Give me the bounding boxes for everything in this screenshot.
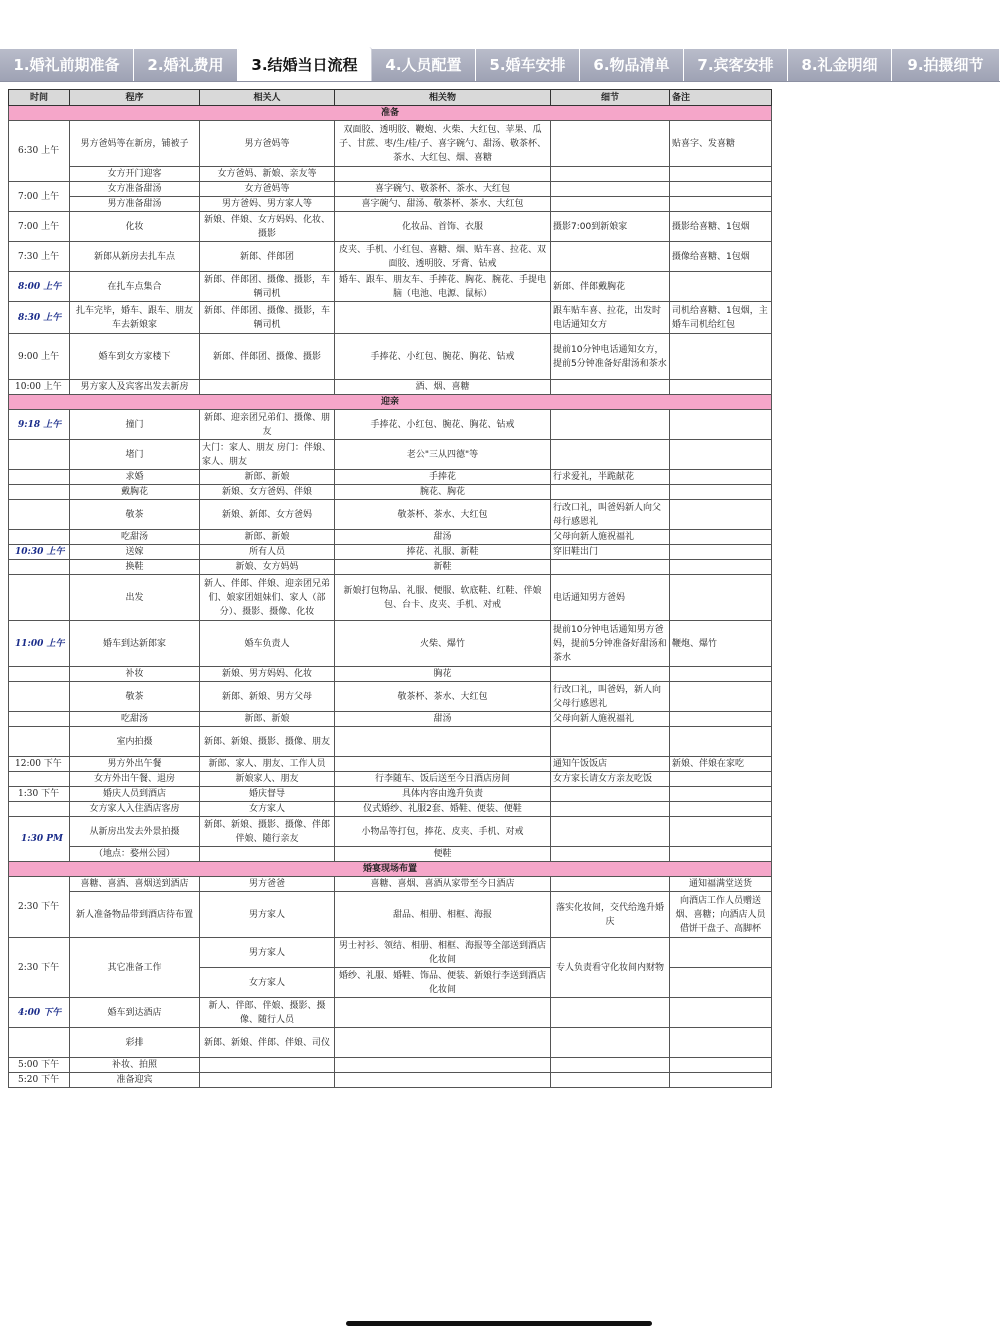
step-cell[interactable]: 撞门	[70, 410, 200, 440]
table-row	[9, 530, 772, 545]
people-cell[interactable]: 新郎、新娘、摄影、摄像、伴郎伴娘、随行亲友	[200, 817, 335, 847]
items-cell[interactable]: 小物品等打包，捧花、皮夹、手机、对戒	[335, 817, 551, 847]
time-cell[interactable]: 9:00 上午	[9, 334, 70, 380]
people-cell[interactable]	[200, 1058, 335, 1073]
items-cell[interactable]: 手捧花、小红包、腕花、胸花、钻戒	[335, 410, 551, 440]
table-row	[9, 757, 772, 772]
detail-cell[interactable]: 父母向新人施祝福礼	[551, 530, 670, 545]
items-cell[interactable]	[335, 167, 551, 182]
note-cell[interactable]	[670, 727, 772, 757]
schedule-table	[8, 89, 772, 1088]
note-cell[interactable]	[670, 500, 772, 530]
note-cell[interactable]	[670, 817, 772, 847]
people-cell[interactable]: 新娘、新郎、女方爸妈	[200, 500, 335, 530]
step-cell[interactable]: 敬茶	[70, 682, 200, 712]
step-cell[interactable]: 准备迎宾	[70, 1073, 200, 1088]
detail-cell[interactable]	[551, 787, 670, 802]
note-cell[interactable]	[670, 485, 772, 500]
column-header[interactable]: 备注	[670, 90, 772, 106]
tab-wedding-car[interactable]: 5.婚车安排	[476, 49, 580, 81]
section-row	[9, 395, 772, 410]
people-cell[interactable]: 新郎、新娘、摄影、摄像、朋友	[200, 727, 335, 757]
time-cell[interactable]	[9, 530, 70, 545]
items-cell[interactable]: 甜汤	[335, 712, 551, 727]
table-row	[9, 712, 772, 727]
people-cell[interactable]: 女方爸妈、新娘、亲友等	[200, 167, 335, 182]
note-cell[interactable]	[670, 802, 772, 817]
detail-cell[interactable]	[551, 167, 670, 182]
table-row	[9, 682, 772, 712]
detail-cell[interactable]	[551, 1073, 670, 1088]
time-cell[interactable]: 6:30 上午	[9, 121, 70, 182]
people-cell[interactable]: 新郎、新娘	[200, 470, 335, 485]
people-cell[interactable]: 新郎、伴郎团、摄像、摄影，车辆司机	[200, 272, 335, 302]
note-cell[interactable]: 摄像给喜糖、1包烟	[670, 242, 772, 272]
step-cell[interactable]: 女方开门迎客	[70, 167, 200, 182]
note-cell[interactable]	[670, 440, 772, 470]
step-cell[interactable]: 新郎从新房去扎车点	[70, 242, 200, 272]
items-cell[interactable]: 胸花	[335, 667, 551, 682]
time-cell[interactable]: 5:00 下午	[9, 1058, 70, 1073]
time-cell[interactable]: 8:30 上午	[9, 302, 70, 334]
detail-cell[interactable]: 电话通知男方爸妈	[551, 575, 670, 621]
people-cell[interactable]: 新娘、女方妈妈	[200, 560, 335, 575]
step-cell[interactable]: 扎车完毕，婚车、跟车、朋友车去新娘家	[70, 302, 200, 334]
items-cell[interactable]	[335, 1073, 551, 1088]
detail-cell[interactable]: 父母向新人施祝福礼	[551, 712, 670, 727]
column-header[interactable]: 相关物	[335, 90, 551, 106]
section-row	[9, 106, 772, 121]
detail-cell[interactable]: 专人负责看守化妆间内财物	[551, 938, 670, 998]
time-cell[interactable]: 10:30 上午	[9, 545, 70, 560]
people-cell[interactable]: 新郎、迎亲团兄弟们、摄像、朋友	[200, 410, 335, 440]
people-cell[interactable]: 新人、伴郎、伴娘、迎亲团兄弟们、娘家团姐妹们、家人（部分）、摄影、摄像、化妆	[200, 575, 335, 621]
people-cell[interactable]: 男方爸妈、男方家人等	[200, 197, 335, 212]
note-cell[interactable]	[670, 772, 772, 787]
detail-cell[interactable]	[551, 440, 670, 470]
table-row	[9, 877, 772, 892]
people-cell[interactable]: 新郎、伴郎团、摄像、摄影，车辆司机	[200, 302, 335, 334]
items-cell[interactable]: 双面胶、透明胶、鞭炮、火柴、大红包、苹果、瓜子、甘蔗、枣/生/桂/子、喜字碗勺、甜汤、敬茶杯、茶水、大红包、烟、喜糖	[335, 121, 551, 167]
step-cell[interactable]: 女方家人入住酒店客房	[70, 802, 200, 817]
items-cell[interactable]: 腕花、胸花	[335, 485, 551, 500]
people-cell[interactable]: 女方家人	[200, 968, 335, 998]
items-cell[interactable]: 喜字碗勺、甜汤、敬茶杯、茶水、大红包	[335, 197, 551, 212]
note-cell[interactable]	[670, 560, 772, 575]
detail-cell[interactable]	[551, 182, 670, 197]
note-cell[interactable]: 通知福满堂送货	[670, 877, 772, 892]
people-cell[interactable]: 婚庆督导	[200, 787, 335, 802]
people-cell[interactable]: 大门：家人、朋友 房门：伴娘、家人、朋友	[200, 440, 335, 470]
note-cell[interactable]	[670, 968, 772, 998]
table-row	[9, 892, 772, 938]
table-row	[9, 121, 772, 167]
step-cell[interactable]: 男方外出午餐	[70, 757, 200, 772]
step-cell[interactable]: 吃甜汤	[70, 530, 200, 545]
note-cell[interactable]	[670, 1028, 772, 1058]
note-cell[interactable]	[670, 182, 772, 197]
detail-cell[interactable]	[551, 242, 670, 272]
items-cell[interactable]: 火柴、爆竹	[335, 621, 551, 667]
people-cell[interactable]: 新人、伴郎、伴娘、摄影、摄像、随行人员	[200, 998, 335, 1028]
detail-cell[interactable]	[551, 197, 670, 212]
section-title-pickup[interactable]: 迎亲	[9, 395, 772, 410]
table-row	[9, 197, 772, 212]
table-row	[9, 440, 772, 470]
tab-wedding-costs[interactable]: 2.婚礼费用	[134, 49, 238, 81]
table-row	[9, 1028, 772, 1058]
items-cell[interactable]: 手捧花、小红包、腕花、胸花、钻戒	[335, 334, 551, 380]
step-cell[interactable]: 送嫁	[70, 545, 200, 560]
items-cell[interactable]: 化妆品、首饰、衣服	[335, 212, 551, 242]
time-cell[interactable]	[9, 712, 70, 727]
time-cell[interactable]	[9, 440, 70, 470]
step-cell[interactable]: 其它准备工作	[70, 938, 200, 998]
people-cell[interactable]	[200, 1073, 335, 1088]
note-cell[interactable]: 新娘、伴娘在家吃	[670, 757, 772, 772]
time-cell[interactable]: 7:00 上午	[9, 212, 70, 242]
step-cell[interactable]: 吃甜汤	[70, 712, 200, 727]
people-cell[interactable]: 所有人员	[200, 545, 335, 560]
time-cell[interactable]	[9, 682, 70, 712]
note-cell[interactable]	[670, 470, 772, 485]
detail-cell[interactable]: 行求爱礼，半跪献花	[551, 470, 670, 485]
table-row	[9, 212, 772, 242]
time-cell[interactable]	[9, 802, 70, 817]
step-cell[interactable]: 男方爸妈等在新房，铺被子	[70, 121, 200, 167]
time-cell[interactable]	[9, 727, 70, 757]
header-row	[9, 90, 772, 106]
items-cell[interactable]: 手捧花	[335, 470, 551, 485]
step-cell[interactable]: 在扎车点集合	[70, 272, 200, 302]
note-cell[interactable]	[670, 1058, 772, 1073]
step-cell[interactable]: 补妆、拍照	[70, 1058, 200, 1073]
people-cell[interactable]: 新郎、伴郎团	[200, 242, 335, 272]
table-row	[9, 545, 772, 560]
items-cell[interactable]: 喜糖、喜烟、喜酒从家带至今日酒店	[335, 877, 551, 892]
column-header[interactable]: 程序	[70, 90, 200, 106]
time-cell[interactable]: 2:30 下午	[9, 877, 70, 938]
items-cell[interactable]: 皮夹、手机、小红包、喜糖、烟、贴车喜、拉花、双面胶、透明胶、牙膏、钻戒	[335, 242, 551, 272]
tab-wedding-preparation[interactable]: 1.婚礼前期准备	[0, 49, 134, 81]
time-cell[interactable]: 10:00 上午	[9, 380, 70, 395]
table-row	[9, 1058, 772, 1073]
items-cell[interactable]: 甜汤	[335, 530, 551, 545]
step-cell[interactable]: 男方准备甜汤	[70, 197, 200, 212]
items-cell[interactable]: 老公"三从四德"等	[335, 440, 551, 470]
detail-cell[interactable]	[551, 817, 670, 847]
detail-cell[interactable]	[551, 380, 670, 395]
tab-gift-money[interactable]: 8.礼金明细	[788, 49, 892, 81]
people-cell[interactable]: 新娘、女方爸妈、伴娘	[200, 485, 335, 500]
detail-cell[interactable]: 行改口礼，叫爸妈，新人向父母行感恩礼	[551, 682, 670, 712]
table-row	[9, 167, 772, 182]
section-row	[9, 862, 772, 877]
people-cell[interactable]: 新郎、家人、朋友、工作人员	[200, 757, 335, 772]
step-cell[interactable]: 从新房出发去外景拍摄	[70, 817, 200, 847]
step-cell[interactable]: 求婚	[70, 470, 200, 485]
table-row	[9, 182, 772, 197]
time-cell[interactable]	[9, 560, 70, 575]
table-row	[9, 787, 772, 802]
step-cell[interactable]: 男方家人及宾客出发去新房	[70, 380, 200, 395]
table-row	[9, 242, 772, 272]
table-row	[9, 938, 772, 968]
detail-cell[interactable]: 穿旧鞋出门	[551, 545, 670, 560]
detail-cell[interactable]	[551, 727, 670, 757]
items-cell[interactable]: 行李随车、饭后送至今日酒店房间	[335, 772, 551, 787]
people-cell[interactable]: 新郎、伴郎团、摄像、摄影	[200, 334, 335, 380]
time-cell[interactable]: 4:00 下午	[9, 998, 70, 1028]
detail-cell[interactable]	[551, 1058, 670, 1073]
detail-cell[interactable]	[551, 847, 670, 862]
column-header[interactable]: 时间	[9, 90, 70, 106]
step-cell[interactable]: 戴胸花	[70, 485, 200, 500]
note-cell[interactable]	[670, 167, 772, 182]
note-cell[interactable]	[670, 197, 772, 212]
table-row	[9, 560, 772, 575]
detail-cell[interactable]: 摄影7:00到新娘家	[551, 212, 670, 242]
time-cell[interactable]	[9, 1028, 70, 1058]
detail-cell[interactable]: 跟车贴车喜、拉花，出发时电话通知女方	[551, 302, 670, 334]
people-cell[interactable]: 男方爸爸	[200, 877, 335, 892]
table-row	[9, 485, 772, 500]
note-cell[interactable]	[670, 998, 772, 1028]
time-cell[interactable]: 1:30 下午	[9, 787, 70, 802]
note-cell[interactable]	[670, 380, 772, 395]
people-cell[interactable]: 男方家人	[200, 892, 335, 938]
items-cell[interactable]: 敬茶杯、茶水、大红包	[335, 500, 551, 530]
sheet-tab-bar	[0, 49, 1000, 82]
step-cell[interactable]: 婚车到女方家楼下	[70, 334, 200, 380]
items-cell[interactable]: 便鞋	[335, 847, 551, 862]
tab-guest-arrangement[interactable]: 7.宾客安排	[684, 49, 788, 81]
table-row	[9, 410, 772, 440]
note-cell[interactable]	[670, 530, 772, 545]
note-cell[interactable]	[670, 682, 772, 712]
items-cell[interactable]: 仪式婚纱、礼服2套、婚鞋、便装、便鞋	[335, 802, 551, 817]
items-cell[interactable]	[335, 1028, 551, 1058]
items-cell[interactable]: 婚车、跟车、朋友车、手捧花、胸花、腕花、手提电脑（电池、电源、鼠标）	[335, 272, 551, 302]
table-row	[9, 772, 772, 787]
detail-cell[interactable]	[551, 410, 670, 440]
items-cell[interactable]: 敬茶杯、茶水、大红包	[335, 682, 551, 712]
items-cell[interactable]	[335, 757, 551, 772]
tab-staffing[interactable]: 4.人员配置	[372, 49, 476, 81]
time-cell[interactable]	[9, 470, 70, 485]
detail-cell[interactable]: 行改口礼，叫爸妈新人向父母行感恩礼	[551, 500, 670, 530]
items-cell[interactable]: 甜品、相册、相框、海报	[335, 892, 551, 938]
items-cell[interactable]: 具体内容由逸升负责	[335, 787, 551, 802]
tab-item-list[interactable]: 6.物品清单	[580, 49, 684, 81]
people-cell[interactable]: 新娘家人、朋友	[200, 772, 335, 787]
people-cell[interactable]	[200, 380, 335, 395]
note-cell[interactable]	[670, 847, 772, 862]
note-cell[interactable]: 向酒店工作人员赠送烟、喜糖；向酒店人员借饼干盘子、高脚杯	[670, 892, 772, 938]
people-cell[interactable]: 男方家人	[200, 938, 335, 968]
items-cell[interactable]: 捧花、礼服、新鞋	[335, 545, 551, 560]
people-cell[interactable]: 新娘、男方妈妈、化妆	[200, 667, 335, 682]
items-cell[interactable]: 新娘打包物品、礼服、便服、软底鞋、红鞋、伴娘包、台卡、皮夹、手机、对戒	[335, 575, 551, 621]
detail-cell[interactable]	[551, 998, 670, 1028]
time-cell[interactable]	[9, 667, 70, 682]
detail-cell[interactable]: 提前10分钟电话通知男方爸妈，提前5分钟准备好甜汤和茶水	[551, 621, 670, 667]
note-cell[interactable]	[670, 272, 772, 302]
step-cell[interactable]: （地点：婺州公园）	[70, 847, 200, 862]
detail-cell[interactable]	[551, 877, 670, 892]
people-cell[interactable]: 女方爸妈等	[200, 182, 335, 197]
note-cell[interactable]: 鞭炮、爆竹	[670, 621, 772, 667]
people-cell[interactable]: 新郎、新娘	[200, 712, 335, 727]
time-cell[interactable]: 5:20 下午	[9, 1073, 70, 1088]
step-cell[interactable]: 出发	[70, 575, 200, 621]
note-cell[interactable]	[670, 545, 772, 560]
time-cell[interactable]: 12:00 下午	[9, 757, 70, 772]
table-row	[9, 817, 772, 847]
section-title-prep[interactable]: 准备	[9, 106, 772, 121]
detail-cell[interactable]: 女方家长请女方亲友吃饭	[551, 772, 670, 787]
step-cell[interactable]: 化妆	[70, 212, 200, 242]
note-cell[interactable]: 贴喜字、发喜糖	[670, 121, 772, 167]
detail-cell[interactable]: 通知午饭饭店	[551, 757, 670, 772]
table-row	[9, 621, 772, 667]
people-cell[interactable]	[200, 847, 335, 862]
items-cell[interactable]: 婚纱、礼服、婚鞋、饰品、便装、新娘行李送到酒店化妆间	[335, 968, 551, 998]
step-cell[interactable]: 新人准备物品带到酒店待布置	[70, 892, 200, 938]
detail-cell[interactable]	[551, 667, 670, 682]
step-cell[interactable]: 室内拍摄	[70, 727, 200, 757]
time-cell[interactable]: 1:30 PM	[9, 817, 70, 862]
time-cell[interactable]	[9, 485, 70, 500]
table-row	[9, 500, 772, 530]
note-cell[interactable]	[670, 334, 772, 380]
step-cell[interactable]: 婚车到达酒店	[70, 998, 200, 1028]
column-header[interactable]: 细节	[551, 90, 670, 106]
time-cell[interactable]	[9, 575, 70, 621]
table-row	[9, 847, 772, 862]
step-cell[interactable]: 敬茶	[70, 500, 200, 530]
note-cell[interactable]	[670, 410, 772, 440]
time-cell[interactable]: 9:18 上午	[9, 410, 70, 440]
people-cell[interactable]: 男方爸妈等	[200, 121, 335, 167]
detail-cell[interactable]	[551, 485, 670, 500]
table-row	[9, 802, 772, 817]
items-cell[interactable]	[335, 1058, 551, 1073]
table-row	[9, 727, 772, 757]
step-cell[interactable]: 堵门	[70, 440, 200, 470]
step-cell[interactable]: 换鞋	[70, 560, 200, 575]
items-cell[interactable]: 喜字碗勺、敬茶杯、茶水、大红包	[335, 182, 551, 197]
table-row	[9, 334, 772, 380]
time-cell[interactable]: 8:00 上午	[9, 272, 70, 302]
items-cell[interactable]: 新鞋	[335, 560, 551, 575]
note-cell[interactable]	[670, 575, 772, 621]
note-cell[interactable]: 摄影给喜糖、1包烟	[670, 212, 772, 242]
items-cell[interactable]	[335, 998, 551, 1028]
column-header[interactable]: 相关人	[200, 90, 335, 106]
detail-cell[interactable]: 落实化妆间，交代给逸升婚庆	[551, 892, 670, 938]
time-cell[interactable]: 7:30 上午	[9, 242, 70, 272]
detail-cell[interactable]: 提前10分钟电话通知女方，提前5分钟准备好甜汤和茶水	[551, 334, 670, 380]
people-cell[interactable]: 婚车负责人	[200, 621, 335, 667]
note-cell[interactable]	[670, 667, 772, 682]
detail-cell[interactable]: 新郎、伴郎戴胸花	[551, 272, 670, 302]
detail-cell[interactable]	[551, 802, 670, 817]
table-row	[9, 470, 772, 485]
table-row	[9, 998, 772, 1028]
table-row	[9, 667, 772, 682]
step-cell[interactable]: 女方外出午餐、退房	[70, 772, 200, 787]
people-cell[interactable]: 新郎、新娘	[200, 530, 335, 545]
home-indicator[interactable]	[346, 1321, 652, 1326]
table-row	[9, 575, 772, 621]
people-cell[interactable]: 新郎、新娘、伴郎、伴娘、司仪	[200, 1028, 335, 1058]
note-cell[interactable]	[670, 938, 772, 968]
step-cell[interactable]: 女方准备甜汤	[70, 182, 200, 197]
step-cell[interactable]: 婚庆人员到酒店	[70, 787, 200, 802]
people-cell[interactable]: 新娘、伴娘、女方妈妈、化妆、摄影	[200, 212, 335, 242]
table-row	[9, 1073, 772, 1088]
step-cell[interactable]: 婚车到达新郎家	[70, 621, 200, 667]
schedule-sheet	[8, 89, 772, 1088]
section-title-banquet[interactable]: 婚宴现场布置	[9, 862, 772, 877]
step-cell[interactable]: 补妆	[70, 667, 200, 682]
table-row	[9, 380, 772, 395]
time-cell[interactable]: 7:00 上午	[9, 182, 70, 212]
note-cell[interactable]	[670, 1073, 772, 1088]
items-cell[interactable]: 酒、烟、喜糖	[335, 380, 551, 395]
note-cell[interactable]	[670, 787, 772, 802]
detail-cell[interactable]	[551, 1028, 670, 1058]
table-row	[9, 302, 772, 334]
time-cell[interactable]: 11:00 上午	[9, 621, 70, 667]
items-cell[interactable]: 男士衬衫、领结、相册、相框、海报等全部送到酒店化妆间	[335, 938, 551, 968]
time-cell[interactable]	[9, 772, 70, 787]
detail-cell[interactable]	[551, 560, 670, 575]
items-cell[interactable]	[335, 302, 551, 334]
people-cell[interactable]: 女方家人	[200, 802, 335, 817]
step-cell[interactable]: 喜糖、喜酒、喜烟送到酒店	[70, 877, 200, 892]
note-cell[interactable]: 司机给喜糖、1包烟，主婚车司机给红包	[670, 302, 772, 334]
detail-cell[interactable]	[551, 121, 670, 167]
time-cell[interactable]: 2:30 下午	[9, 938, 70, 998]
items-cell[interactable]	[335, 727, 551, 757]
tab-wedding-day-schedule[interactable]: 3.结婚当日流程	[238, 47, 372, 81]
time-cell[interactable]	[9, 500, 70, 530]
note-cell[interactable]	[670, 712, 772, 727]
step-cell[interactable]: 彩排	[70, 1028, 200, 1058]
people-cell[interactable]: 新郎、新娘、男方父母	[200, 682, 335, 712]
table-row	[9, 272, 772, 302]
tab-photo-details[interactable]: 9.拍摄细节	[892, 49, 1000, 81]
